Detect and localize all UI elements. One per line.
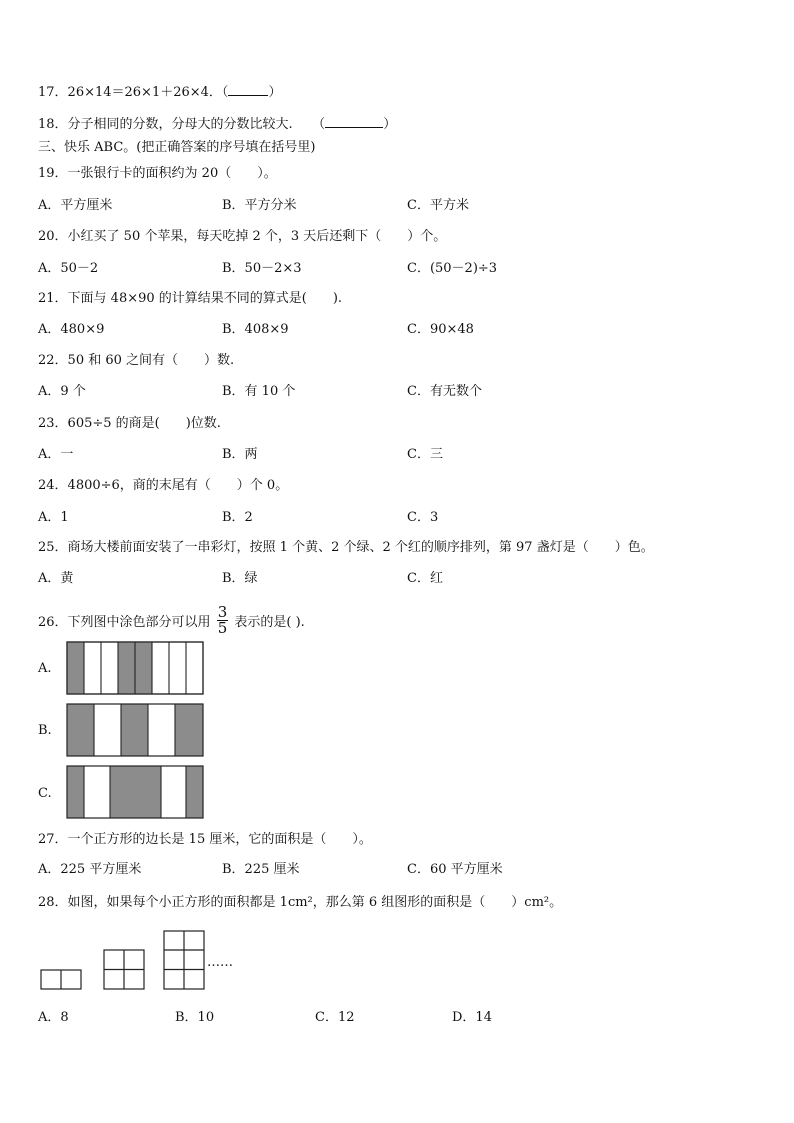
- q28-figure-2: [103, 949, 145, 990]
- fraction-denominator: 5: [217, 619, 228, 637]
- question-20-stem: 20．小红买了 50 个苹果，每天吃掉 2 个，3 天后还剩下（ ）个。: [38, 229, 447, 244]
- question-26-stem: [38, 603, 305, 638]
- q20-option-a[interactable]: A．50－2: [38, 261, 99, 276]
- question-27-stem: 27．一个正方形的边长是 15 厘米，它的面积是（ ）。: [38, 832, 372, 847]
- q20-option-b[interactable]: B．50－2×3: [222, 261, 302, 276]
- q28-figure-3: [163, 930, 205, 990]
- q28-ellipsis: ……: [207, 955, 233, 970]
- q19-option-c[interactable]: C．平方米: [407, 198, 469, 213]
- question-17-text: 17．26×14＝26×1＋26×4．（: [38, 85, 229, 100]
- q28-option-d[interactable]: D．14: [452, 1010, 492, 1025]
- question-22-stem: 22．50 和 60 之间有（ ）数.: [38, 353, 235, 368]
- question-21-stem: 21．下面与 48×90 的计算结果不同的算式是( ).: [38, 291, 343, 306]
- q20-option-c[interactable]: C．(50－2)÷3: [407, 261, 498, 276]
- q27-option-b[interactable]: B．225 厘米: [222, 862, 300, 877]
- q22-option-a[interactable]: A．9 个: [38, 384, 86, 399]
- q24-option-b[interactable]: B．2: [222, 510, 253, 525]
- q26-option-c-label[interactable]: C.: [38, 786, 52, 801]
- q24-option-a[interactable]: A．1: [38, 510, 69, 525]
- q21-option-b[interactable]: B．408×9: [222, 322, 289, 337]
- q19-option-a[interactable]: A．平方厘米: [38, 198, 113, 213]
- question-18-text: 18．分子相同的分数，分母大的分数比较大. （: [38, 117, 326, 132]
- question-23-stem: 23．605÷5 的商是( )位数.: [38, 416, 221, 431]
- q22-option-c[interactable]: C．有无数个: [407, 384, 482, 399]
- q28-figure-1: [40, 969, 82, 990]
- question-28-stem: 28．如图，如果每个小正方形的面积都是 1cm²，那么第 6 组图形的面积是（ ）cm²。: [38, 895, 563, 910]
- q26-option-b-label[interactable]: B.: [38, 723, 52, 738]
- answer-blank-18[interactable]: [325, 115, 383, 128]
- question-19-stem: 19．一张银行卡的面积约为 20（ ）。: [38, 166, 277, 181]
- question-24-stem: 24．4800÷6，商的末尾有（ ）个 0。: [38, 478, 289, 493]
- q28-option-b[interactable]: B．10: [175, 1010, 215, 1025]
- q26-figure-c[interactable]: [66, 765, 204, 819]
- q27-option-a[interactable]: A．225 平方厘米: [38, 862, 142, 877]
- q23-option-a[interactable]: A．一: [38, 447, 74, 462]
- question-26-suffix: 表示的是( ).: [234, 615, 305, 630]
- q28-option-c[interactable]: C．12: [315, 1010, 355, 1025]
- q25-option-c[interactable]: C．红: [407, 571, 443, 586]
- fraction-3-5: [217, 605, 229, 636]
- question-17: [38, 83, 281, 101]
- q23-option-b[interactable]: B．两: [222, 447, 258, 462]
- q27-option-c[interactable]: C．60 平方厘米: [407, 862, 503, 877]
- q21-option-a[interactable]: A．480×9: [38, 322, 105, 337]
- q24-option-c[interactable]: C．3: [407, 510, 439, 525]
- fraction-numerator: 3: [217, 603, 228, 621]
- q26-figure-b[interactable]: [66, 703, 204, 757]
- q19-option-b[interactable]: B．平方分米: [222, 198, 297, 213]
- question-18: [38, 115, 396, 133]
- q22-option-b[interactable]: B．有 10 个: [222, 384, 296, 399]
- section-3-heading: 三、快乐 ABC。(把正确答案的序号填在括号里): [38, 140, 316, 155]
- q25-option-b[interactable]: B．绿: [222, 571, 258, 586]
- q23-option-c[interactable]: C．三: [407, 447, 443, 462]
- question-26-prefix: 26．下列图中涂色部分可以用: [38, 615, 211, 630]
- q25-option-a[interactable]: A．黄: [38, 571, 74, 586]
- answer-blank-17[interactable]: [228, 83, 268, 96]
- question-18-tail: ）: [383, 117, 397, 132]
- question-17-tail: ）: [268, 85, 282, 100]
- q26-figure-a[interactable]: [66, 641, 204, 695]
- q26-option-a-label[interactable]: A.: [38, 661, 52, 676]
- q28-option-a[interactable]: A．8: [38, 1010, 69, 1025]
- q21-option-c[interactable]: C．90×48: [407, 322, 474, 337]
- question-25-stem: 25．商场大楼前面安装了一串彩灯，按照 1 个黄、2 个绿、2 个红的顺序排列，第 97 盏灯是（ ）色。: [38, 540, 654, 555]
